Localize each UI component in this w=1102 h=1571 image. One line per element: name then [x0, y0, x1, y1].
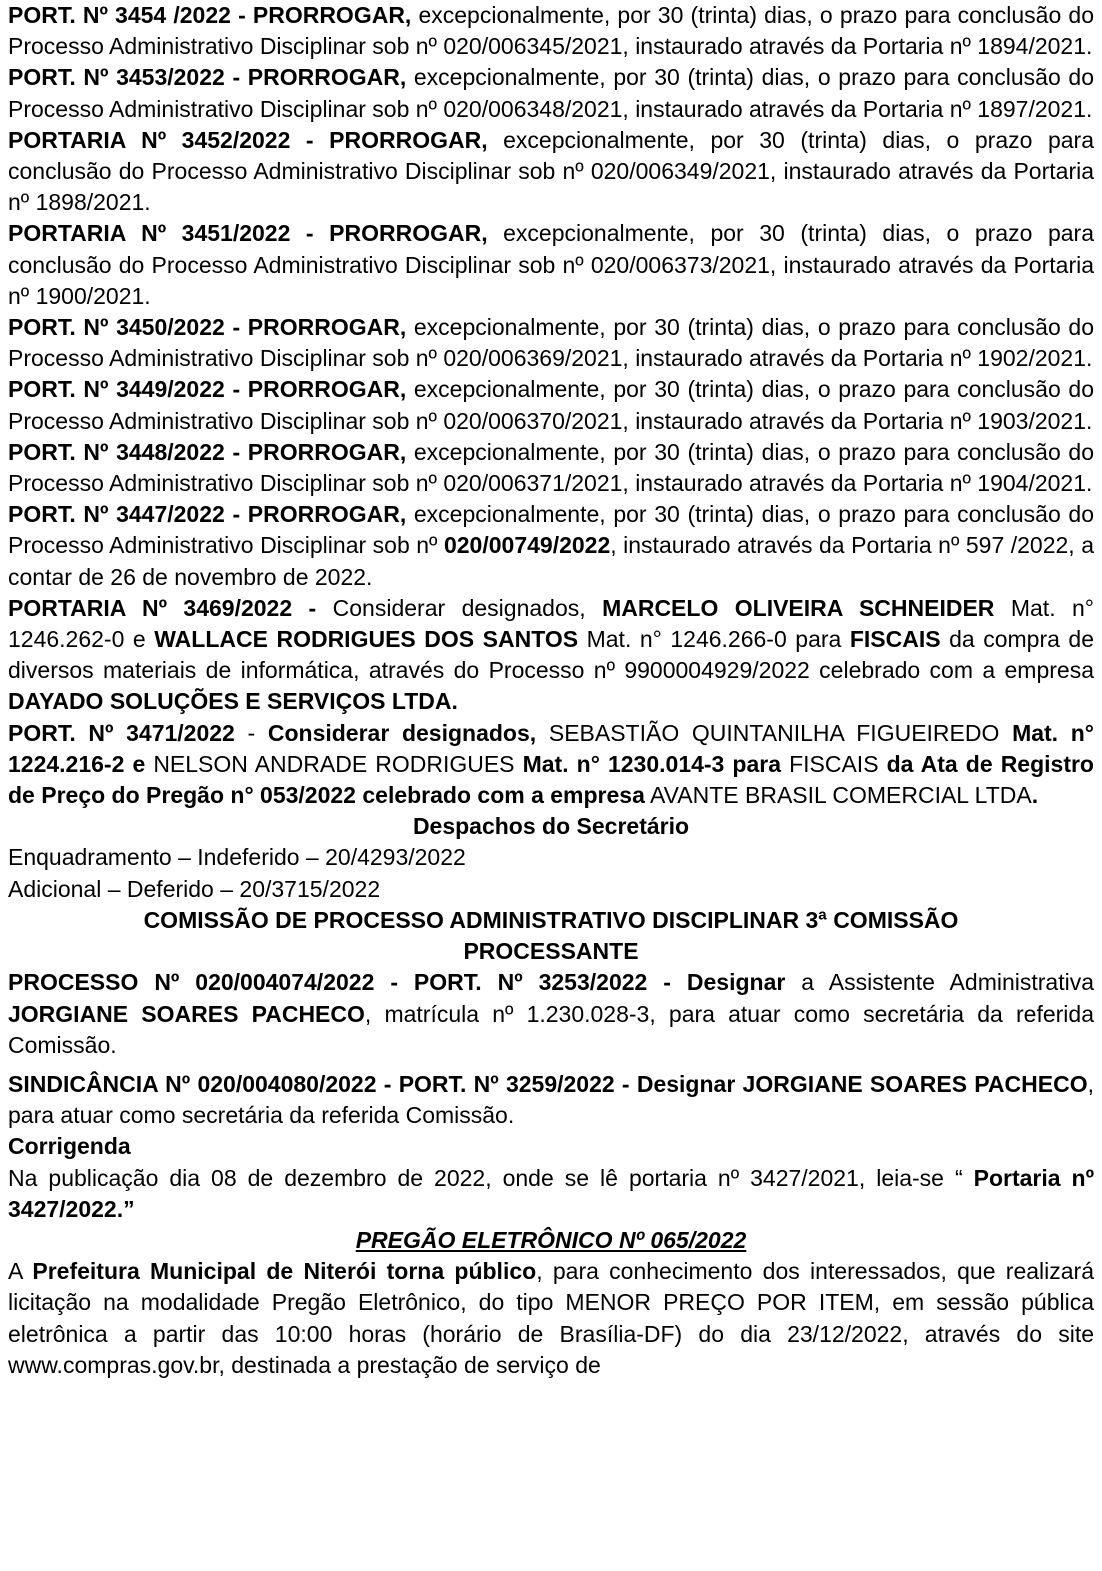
- comissao-title: COMISSÃO DE PROCESSO ADMINISTRATIVO DISCIPLINAR 3ª COMISSÃO PROCESSANTE: [143, 906, 959, 965]
- portarias-list: [8, 0, 1094, 499]
- portaria-text: NELSON ANDRADE RODRIGUES: [145, 750, 523, 777]
- portaria-heading: PORTARIA Nº 3469/2022 -: [8, 594, 317, 621]
- portaria-3469-paragraph: [8, 593, 1094, 718]
- sindicancia-text: , para atuar como secretária da referida Comissão.: [8, 1070, 1094, 1129]
- portaria-bold-text: Mat. n° 1224.216-2 e: [8, 719, 1094, 777]
- portaria-heading: PORT. Nº 3450/2022 - PRORROGAR,: [8, 314, 407, 341]
- portaria-text: FISCAIS: [781, 750, 887, 777]
- portaria-body: excepcionalmente, por 30 (trinta) dias, o prazo para conclusão do Processo Administrativo Disciplinar sob nº 020/006369/2021, instaurado através da Portaria nº 1902/2021.: [8, 314, 1094, 372]
- portaria-bold-text: Considerar designados,: [267, 719, 537, 746]
- portaria-body: excepcionalmente, por 30 (trinta) dias, o prazo para conclusão do Processo Administrativo Disciplinar sob nº 020/006370/2021, instaurado através da Portaria nº 1903/2021.: [8, 376, 1094, 434]
- sindicancia-paragraph: [8, 1069, 1094, 1131]
- pregao-paragraph: [8, 1256, 1094, 1381]
- portaria-body: excepcionalmente, por 30 (trinta) dias, o prazo para conclusão do Processo Administrativo Disciplinar sob nº 020/006373/2021, instaurado através da Portaria nº 1900/2021.: [8, 220, 1094, 309]
- portaria-paragraph: [8, 374, 1094, 436]
- pregao-title: PREGÃO ELETRÔNICO Nº 065/2022: [355, 1226, 747, 1253]
- portaria-body: excepcionalmente, por 30 (trinta) dias, o prazo para conclusão do Processo Administrativo Disciplinar sob nº 020/006349/2021, instaurado através da Portaria nº 1898/2021.: [8, 126, 1094, 216]
- portaria-heading: PORT. Nº 3471/2022: [8, 719, 235, 746]
- portaria-heading: PORT. Nº 3448/2022 - PRORROGAR,: [8, 438, 407, 465]
- portaria-3471-paragraph: [8, 718, 1094, 812]
- portaria-paragraph: [8, 125, 1094, 219]
- portaria-3447-paragraph: [8, 499, 1094, 593]
- portaria-heading: PORTARIA Nº 3452/2022 - PRORROGAR,: [8, 126, 488, 153]
- portaria-heading: PORTARIA Nº 3451/2022 - PRORROGAR,: [8, 220, 488, 247]
- pregao-text: A: [8, 1258, 33, 1285]
- portaria-paragraph: [8, 0, 1094, 62]
- portaria-text: , instaurado através da Portaria nº 597 /2022, a contar de 26 de novembro de 2022.: [8, 532, 1094, 590]
- despachos-title: Despachos do Secretário: [412, 813, 690, 840]
- corrigenda-bold: Portaria nº 3427/2022.”: [8, 1164, 1094, 1222]
- despacho-item: Adicional – Deferido – 20/3715/2022: [8, 875, 381, 902]
- pregao-bold: Prefeitura Municipal de Niterói torna público: [32, 1258, 537, 1285]
- person-name: WALLACE RODRIGUES DOS SANTOS: [154, 626, 579, 653]
- portaria-paragraph: [8, 437, 1094, 499]
- despacho-item: Enquadramento – Indeferido – 20/4293/2022: [8, 844, 466, 871]
- pregao-text: , para conhecimento dos interessados, que realizará licitação na modalidade Pregão Eletrônico, do tipo MENOR PREÇO POR ITEM, em sessão pública eletrônica a partir das 10:00 horas (horário de Brasília-DF) do dia 23/12/2022, através do site www.compras.gov.br, destinada a prestação de serviço de: [8, 1258, 1094, 1378]
- portaria-paragraph: [8, 312, 1094, 374]
- person-name: JORGIANE SOARES PACHECO: [8, 1000, 365, 1027]
- processo-heading: PROCESSO Nº 020/004074/2022 - PORT. Nº 3253/2022 - Designar: [8, 969, 786, 996]
- portaria-text: SEBASTIÃO QUINTANILHA FIGUEIREDO: [536, 719, 1013, 746]
- processo-paragraph: [8, 967, 1094, 1061]
- sindicancia-heading: SINDICÂNCIA Nº 020/004080/2022 - PORT. Nº 3259/2022 - Designar JORGIANE SOARES PACHECO: [8, 1070, 1088, 1097]
- portaria-heading: PORT. Nº 3453/2022 - PRORROGAR,: [8, 64, 407, 91]
- processo-text: a Assistente Administrativa: [785, 969, 1094, 996]
- portaria-body: excepcionalmente, por 30 (trinta) dias, o prazo para conclusão do Processo Administrativo Disciplinar sob nº 020/006348/2021, instaurado através da Portaria nº 1897/2021.: [8, 64, 1094, 122]
- portaria-heading: PORT. Nº 3447/2022 - PRORROGAR,: [8, 501, 407, 528]
- processo-text: , matrícula nº 1.230.028-3, para atuar como secretária da referida Comissão.: [8, 1000, 1094, 1058]
- processo-number: 020/00749/2022: [443, 532, 611, 559]
- portaria-text: -: [234, 719, 268, 746]
- portaria-text: Mat. n° 1246.266-0 para: [578, 626, 850, 653]
- company-name: DAYADO SOLUÇÕES E SERVIÇOS LTDA.: [8, 688, 458, 715]
- portaria-text: da compra de diversos materiais de informática, através do Processo nº 9900004929/2022 celebrado com a empresa: [8, 626, 1095, 684]
- portaria-heading: PORT. Nº 3449/2022 - PRORROGAR,: [8, 376, 407, 403]
- role-label: FISCAIS: [849, 626, 941, 653]
- portaria-heading: PORT. Nº 3454 /2022 - PRORROGAR,: [8, 2, 412, 28]
- corrigenda-paragraph: [8, 1163, 1094, 1225]
- portaria-text: excepcionalmente, por 30 (trinta) dias, o prazo para conclusão do Processo Administrativo Disciplinar sob nº: [8, 501, 1094, 559]
- corrigenda-title: Corrigenda: [8, 1133, 131, 1160]
- portaria-body: excepcionalmente, por 30 (trinta) dias, o prazo para conclusão do Processo Administrativo Disciplinar sob nº 020/006345/2021, instaurado através da Portaria nº 1894/2021.: [8, 2, 1094, 60]
- portaria-paragraph: [8, 62, 1094, 124]
- portaria-paragraph: [8, 218, 1094, 312]
- person-name: MARCELO OLIVEIRA SCHNEIDER: [602, 594, 995, 621]
- corrigenda-text: Na publicação dia 08 de dezembro de 2022, onde se lê portaria nº 3427/2021, leia-se “: [8, 1164, 974, 1191]
- portaria-text: Mat. n° 1246.262-0 e: [8, 594, 1094, 653]
- portaria-text: AVANTE BRASIL COMERCIAL LTDA: [644, 782, 1032, 809]
- portaria-body: excepcionalmente, por 30 (trinta) dias, o prazo para conclusão do Processo Administrativo Disciplinar sob nº 020/006371/2021, instaurado através da Portaria nº 1904/2021.: [8, 438, 1094, 497]
- portaria-bold-text: da Ata de Registro de Preço do Pregão n° 053/2022 celebrado com a empresa: [8, 750, 1094, 809]
- portaria-text: Considerar designados,: [316, 594, 603, 621]
- portaria-bold-text: .: [1031, 782, 1039, 809]
- portaria-bold-text: Mat. n° 1230.014-3 para: [522, 750, 782, 777]
